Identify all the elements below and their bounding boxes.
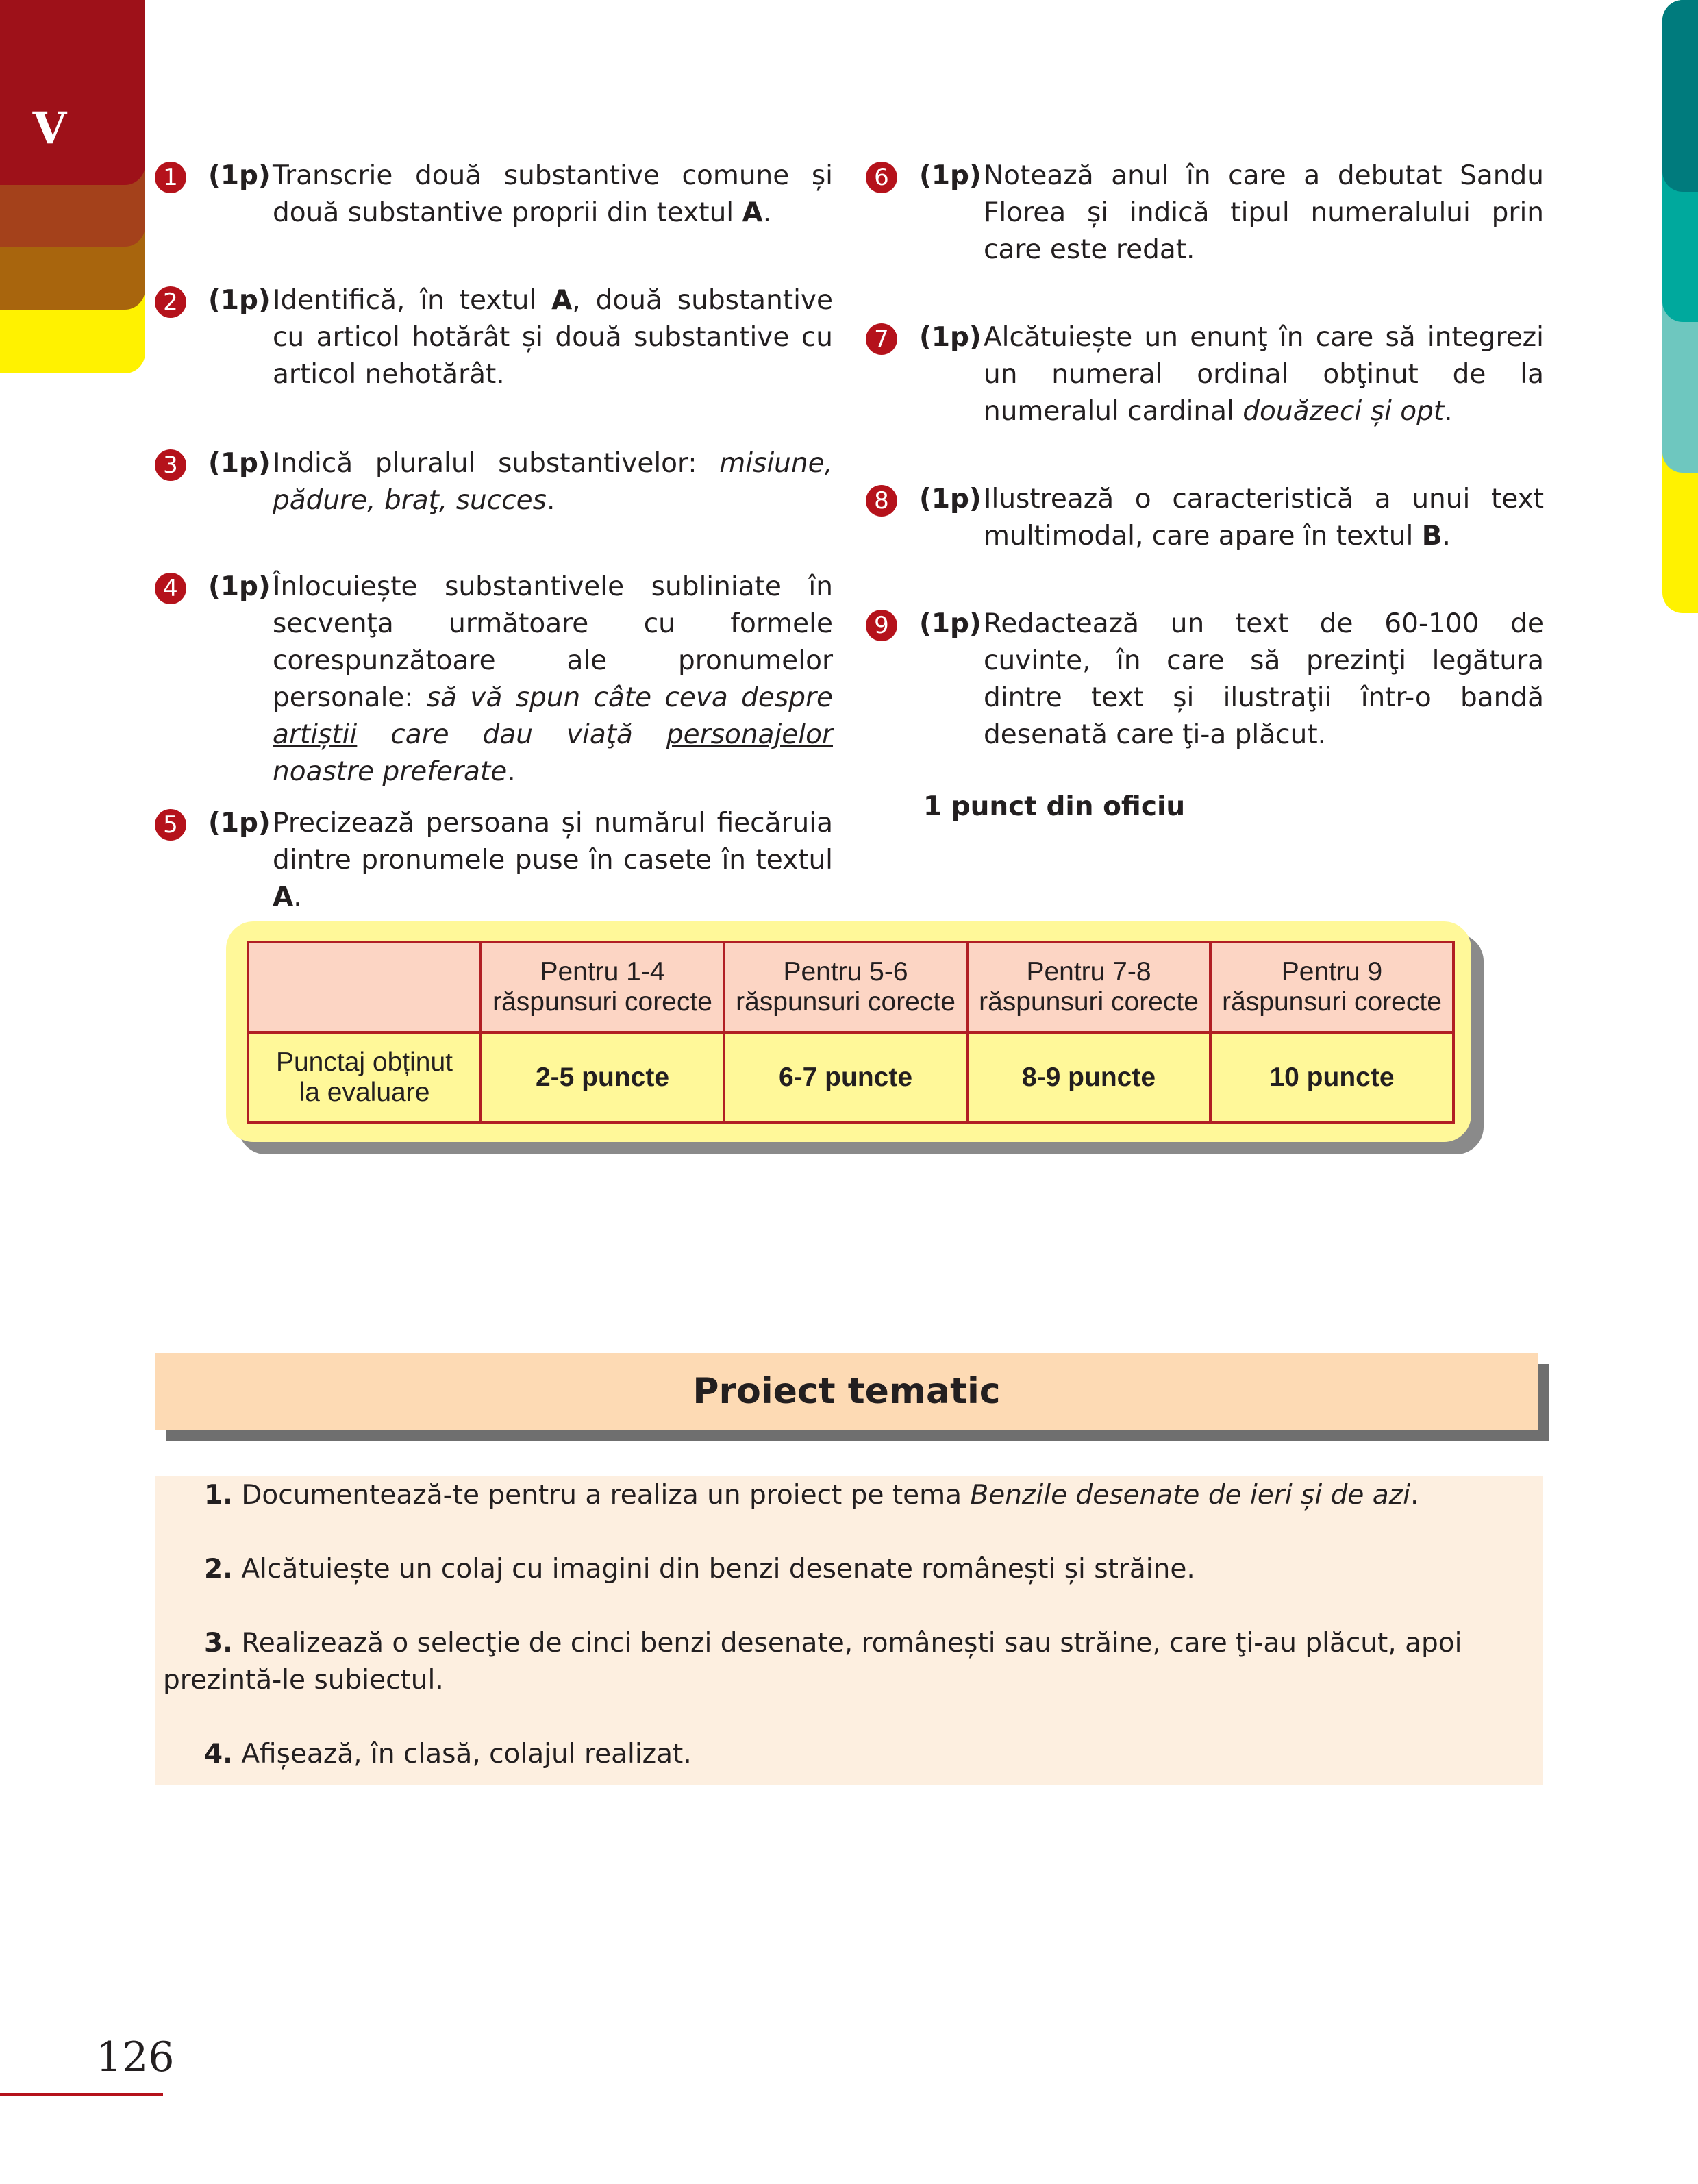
question-text: Alcătuiește un enunţ în care să integrezi un numeral ordinal obţinut de la numeralul cardinal douăzeci și opt. [984,322,1544,427]
question-number-badge: 8 [866,485,897,517]
question-text: Identifică, în textul A, două substantive cu articol hotărât și două substantive cu articol nehotărât. [273,285,833,390]
question-number-badge: 6 [866,162,897,193]
question-text: Precizează persoana și numărul fiecăruia dintre pronumele puse în casete în textul A. [273,808,833,913]
score-header-cell: Pentru 7-8 răspunsuri corecte [967,942,1210,1032]
question-points: (1p) [919,322,982,353]
score-table-row [248,1032,1453,1123]
question-text: Transcrie două substantive comune și două substantive proprii din textul A. [273,160,833,228]
question-3 [155,445,833,519]
page-number: 126 [96,2033,175,2081]
score-table-corner-cell [248,942,481,1032]
project-item-3: 3. Realizează o selecţie de cinci benzi desenate, românești sau străine, care ţi-au plăcut, apoi prezintă-le subiectul. [163,1628,1462,1696]
question-points: (1p) [919,160,982,191]
score-header-cell: Pentru 1-4 răspunsuri corecte [481,942,724,1032]
question-points: (1p) [919,608,982,639]
question-points: (1p) [208,448,271,479]
score-table-header-row [248,942,1453,1032]
score-row-label: Punctaj obținut la evaluare [248,1032,481,1123]
question-number-badge: 4 [155,573,186,604]
question-number-badge: 3 [155,449,186,481]
score-value-cell: 10 puncte [1210,1032,1453,1123]
question-text: Ilustrează o caracteristică a unui text multimodal, care apare în textul B. [984,484,1544,551]
project-box [155,1476,1543,1785]
question-5 [155,805,833,916]
score-header-cell: Pentru 9 răspunsuri corecte [1210,942,1453,1032]
question-points: (1p) [919,484,982,514]
chapter-number: V [32,103,67,154]
score-header-cell: Pentru 5-6 răspunsuri corecte [724,942,967,1032]
question-7 [866,319,1544,430]
question-points: (1p) [208,285,271,316]
question-6 [866,158,1544,269]
project-item-4: 4. Afișează, în clasă, colajul realizat. [204,1739,692,1770]
chapter-tab-red [0,0,145,185]
question-1 [155,158,833,232]
question-2 [155,282,833,393]
project-item-1: 1. Documentează-te pentru a realiza un proiect pe tema Benzile desenate de ieri și de azi. [204,1480,1419,1511]
question-text: Indică pluralul substantivelor: misiune, pădure, braţ, succes. [273,448,833,516]
question-8 [866,481,1544,555]
question-points: (1p) [208,571,271,602]
question-text: Redactează un text de 60-100 de cuvinte, în care să prezinţi legătura dintre text și ilustraţii într-o bandă desenată care ţi-a plăcut. [984,608,1544,750]
question-points: (1p) [208,160,271,191]
question-9 [866,606,1544,754]
question-text: Înlocuiește substantivele subliniate în secvenţa următoare cu formele corespunzătoare ale pronumelor personale: să vă spun câte ceva despre artiștii care dau viaţă personajelor noastre preferate. [273,571,833,787]
project-item-2: 2. Alcătuiește un colaj cu imagini din benzi desenate românești și străine. [204,1554,1195,1585]
question-number-badge: 1 [155,162,186,193]
question-number-badge: 2 [155,286,186,318]
score-value-cell: 2-5 puncte [481,1032,724,1123]
edge-strip-dark-teal [1662,0,1698,192]
question-number-badge: 5 [155,809,186,841]
question-4 [155,569,833,791]
question-points: (1p) [208,808,271,839]
question-number-badge: 9 [866,610,897,641]
page-number-rule [0,2093,163,2096]
score-value-cell: 8-9 puncte [967,1032,1210,1123]
question-number-badge: 7 [866,323,897,355]
score-value-cell: 6-7 puncte [724,1032,967,1123]
project-title: Proiect tematic [155,1353,1538,1430]
score-table [247,941,1455,1124]
question-text: Notează anul în care a debutat Sandu Florea și indică tipul numeralului prin care este redat. [984,160,1544,265]
oficiu-note: 1 punct din oficiu [923,791,1186,822]
